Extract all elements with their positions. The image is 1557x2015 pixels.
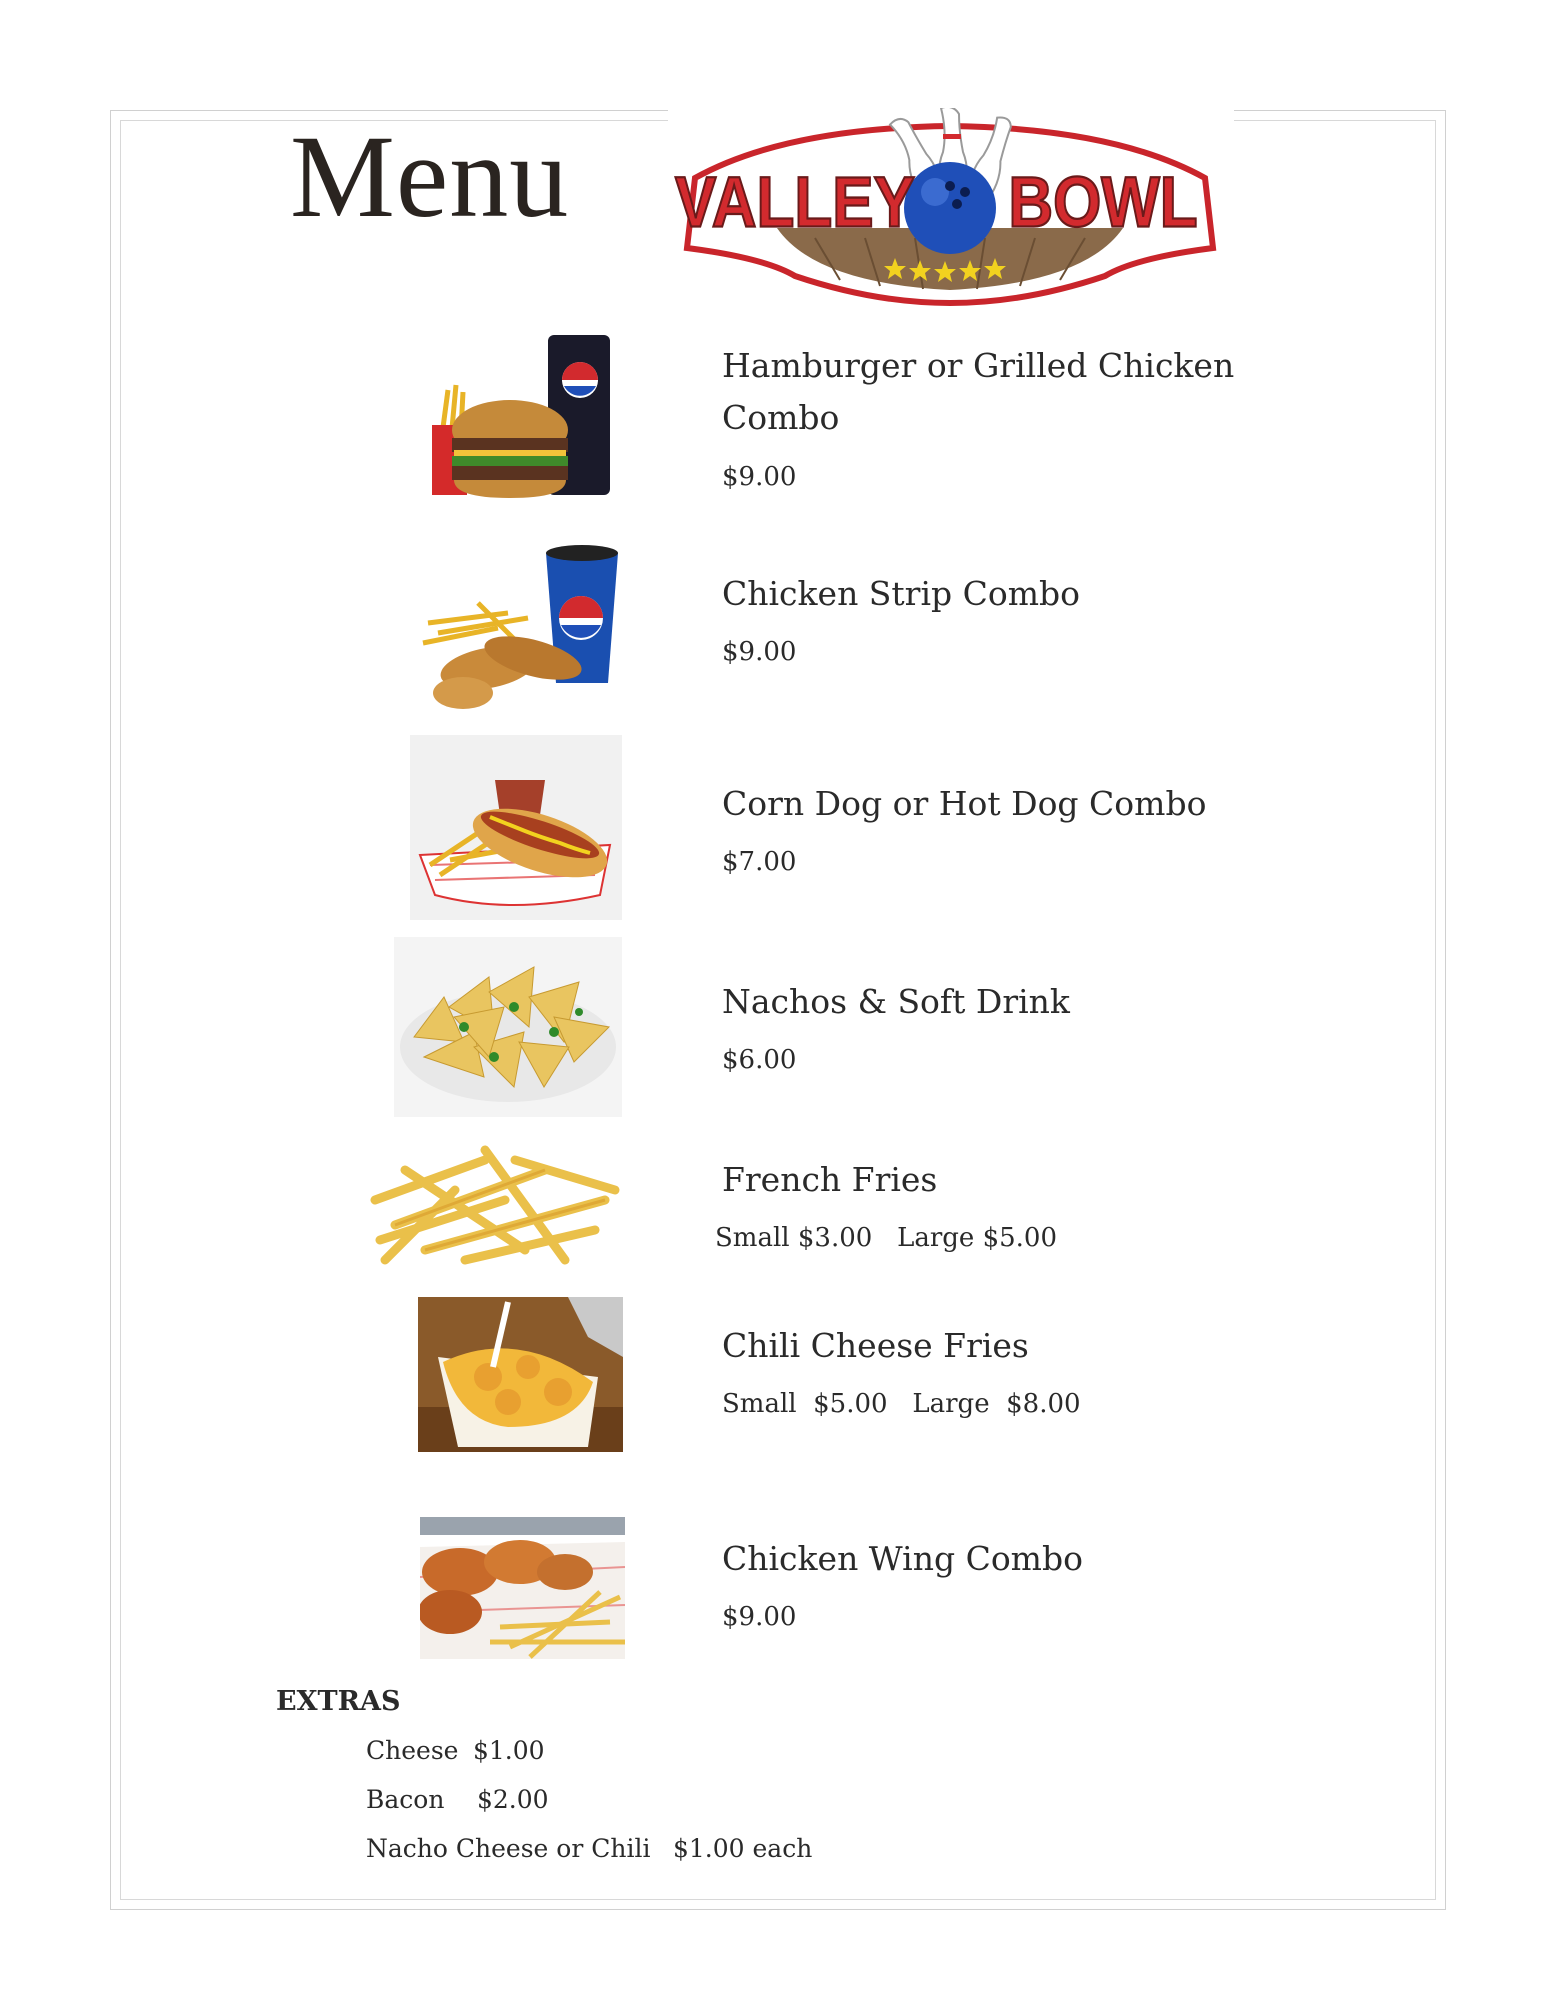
extras-row [366,1834,813,1863]
item-name: Hamburger or Grilled Chicken Combo [722,346,1235,437]
extras-heading: EXTRAS [276,1686,401,1717]
item-price: Small $3.00 Large $5.00 [715,1223,1058,1253]
french-fries-picture [365,1130,623,1275]
page-title: Menu [290,111,570,242]
item-price: $9.00 [722,637,797,667]
extras-row [366,1785,549,1814]
extra-label: Nacho Cheese or Chili [366,1834,651,1863]
extra-price: $1.00 each [673,1834,813,1863]
burger-combo-picture [430,330,615,505]
item-name: Chicken Wing Combo [722,1539,1083,1578]
extra-label: Cheese [366,1736,459,1765]
item-price: Small $5.00 Large $8.00 [722,1389,1081,1419]
extra-label: Bacon [366,1785,445,1814]
chicken-strip-combo-picture [418,533,630,718]
nachos-picture [394,937,622,1117]
extras-row [366,1736,545,1765]
item-name: French Fries [722,1160,938,1199]
chili-cheese-fries-picture [418,1297,623,1452]
hot-dog-combo-picture [410,735,622,920]
svg-text:BOWL: BOWL [1008,163,1198,243]
item-name: Nachos & Soft Drink [722,982,1070,1021]
chicken-wing-combo-picture [420,1517,625,1659]
valley-bowl-logo [665,108,1235,308]
item-name: Chicken Strip Combo [722,574,1081,613]
item-name: Chili Cheese Fries [722,1326,1029,1365]
item-price: $7.00 [722,847,797,877]
item-price: $9.00 [722,462,797,492]
extra-price: $1.00 [473,1736,545,1765]
svg-text:VALLEY: VALLEY [675,163,915,243]
item-name: Corn Dog or Hot Dog Combo [722,784,1207,823]
extra-price: $2.00 [477,1785,549,1814]
item-price: $9.00 [722,1602,797,1632]
item-price: $6.00 [722,1045,797,1075]
